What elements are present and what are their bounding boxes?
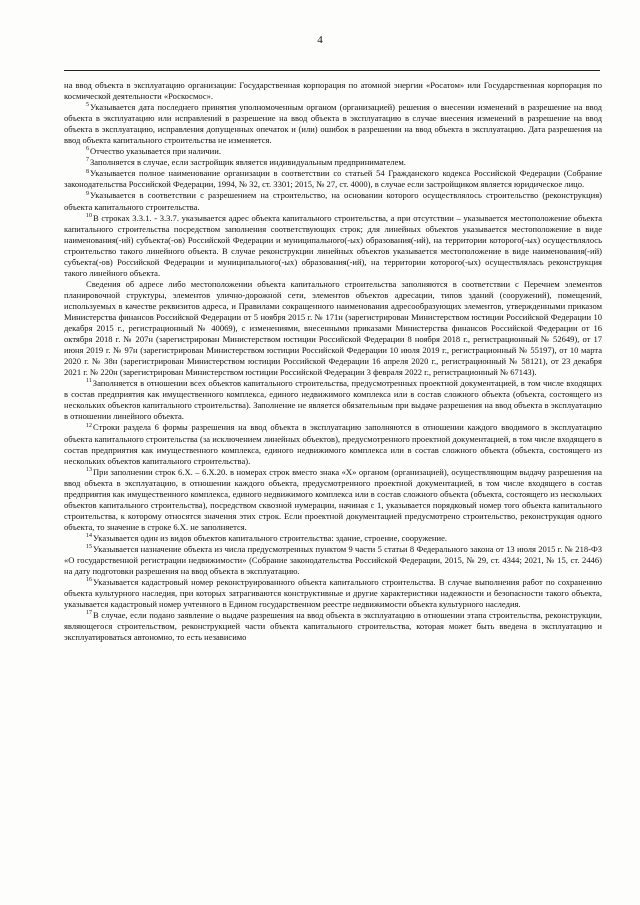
footnote-text: Указывается назначение объекта из числа предусмотренных пунктом 9 части 5 статьи 8 Федерального закона от 13 июля 2015 г. № 218-ФЗ «О государственной регистрации недвижимости» (Собрание законодательства Российской Федерации, 2015, № 29, ст. 4344; 2021, № 15, ст. 2446) на дату подготовки разрешения на ввод объекта в эксплуатацию. xyxy=(64,543,602,577)
footnote-text: Заполняется в случае, если застройщик является индивидуальным предпринимателем. xyxy=(90,157,406,168)
footnote-13 xyxy=(64,467,602,533)
footnote-marker: 15 xyxy=(86,544,92,551)
paragraph xyxy=(64,80,602,102)
footnote-text: Указывается дата последнего принятия уполномоченным органом (организацией) решения о внесении изменений в разрешение на ввод объекта в эксплуатацию или исправлений в разрешение на ввод объекта в эксплуатацию в случае внесения изменений в разрешение на ввод объекта в эксплуатацию, исправления допущенных опечаток и (или) ошибок в разрешении на ввод объекта в эксплуатацию. Дата разрешения на ввод объекта капитального строительства не изменяется. xyxy=(64,102,602,146)
footnote-marker: 10 xyxy=(86,212,92,219)
footnote-11 xyxy=(64,378,602,422)
footnote-8 xyxy=(64,168,602,190)
footnote-16 xyxy=(64,577,602,610)
footnote-text: Указывается кадастровый номер реконструированного объекта капитального строительства. В случае выполнения работ по сохранению объекта культурного наследия, при которых затрагиваются конструктивные и другие характеристики надежности и безопасности такого объекта, указывается кадастровый номер учтенного в Едином государственном реестре недвижимости объекта культурного наследия. xyxy=(64,577,602,610)
footnote-marker: 17 xyxy=(86,610,92,617)
footnote-marker: 8 xyxy=(86,168,89,175)
footnote-marker: 16 xyxy=(86,577,92,584)
footnote-text: В строках 3.3.1. - 3.3.7. указывается адрес объекта капитального строительства, а при отсутствии – указывается местоположение объекта капитального строительства посредством заполнения соответствующих строк; для линейных объектов указывается местоположение в виде наименования(-ий) субъекта(-ов) Российской Федерации и муниципального(-ых) образования(-ий), на территории которого(-ых) осуществлялось строительство такого линейного объекта. В случае реконструкции линейных объектов указывается местоположение в виде наименования(-ий) субъекта(-ов) Российской Федерации и муниципального(-ых) образования(-ий), на территории которого(-ых) осуществлялась реконструкция такого линейного объекта. xyxy=(64,212,602,278)
footnote-text: Строки раздела 6 формы разрешения на ввод объекта в эксплуатацию заполняются в отношении каждого вводимого в эксплуатацию объекта капитального строительства (за исключением линейных объектов), предусмотренного проектной документацией, в том числе входящего в состав предприятия как имущественного комплекса, единого недвижимого комплекса или в состав сложного объекта (объекта, состоящего из нескольких объектов капитального строительства). xyxy=(64,422,602,466)
footnote-text: на ввод объекта в эксплуатацию организации: Государственная корпорация по атомной энергии «Росатом» или Государственная корпорация по космической деятельности «Роскосмос». xyxy=(64,80,602,102)
footnote-text: Указывается полное наименование организации в соответствии со статьей 54 Гражданского кодекса Российской Федерации (Собрание законодательства Российской Федерации, 1994, № 32, ст. 3301; 2015, № 27, ст. 4000), в случае если застройщиком является юридическое лицо. xyxy=(64,168,602,190)
footnote-marker: 14 xyxy=(86,533,92,540)
page-number: 4 xyxy=(317,34,323,46)
footnotes-body xyxy=(64,80,602,643)
footnote-7 xyxy=(64,157,602,168)
footnote-text: Заполняется в отношении всех объектов капитального строительства, предусмотренных проектной документацией, в том числе входящих в состав предприятия как имущественного комплекса, единого недвижимого комплекса или в состав сложного объекта (объекта, состоящего из нескольких объектов капитального строительства). Заполнение не является обязательным при выдаче разрешения на ввод объекта в эксплуатацию в отношении линейного объекта. xyxy=(64,378,602,422)
footnote-marker: 6 xyxy=(86,146,89,153)
footnote-text: Указывается в соответствии с разрешением на строительство, на основании которого осуществлялось строительство (реконструкция) объекта капитального строительства. xyxy=(64,190,602,212)
footnote-14 xyxy=(64,533,602,544)
footnote-marker: 13 xyxy=(86,466,92,473)
footnote-5 xyxy=(64,102,602,146)
footnote-marker: 9 xyxy=(86,190,89,197)
footnote-separator xyxy=(64,70,600,71)
footnote-marker: 7 xyxy=(86,157,89,164)
paragraph xyxy=(64,279,602,378)
footnote-marker: 11 xyxy=(86,378,92,385)
footnote-9 xyxy=(64,190,602,212)
footnote-marker: 12 xyxy=(86,422,92,429)
footnote-15 xyxy=(64,544,602,577)
footnote-text: Указывается один из видов объектов капитального строительства: здание, строение, сооружение. xyxy=(93,532,447,543)
footnote-text: Отчество указывается при наличии. xyxy=(90,146,221,157)
footnote-text: В случае, если подано заявление о выдаче разрешения на ввод объекта в эксплуатацию в отношении этапа строительства, реконструкции, являющегося строительством, реконструкцией части объекта капитального строительства, которая может быть введена в эксплуатацию и эксплуатироваться автономно, то есть независимо xyxy=(64,610,602,643)
footnote-10 xyxy=(64,213,602,279)
footnote-text: При заполнении строк 6.Х. – 6.Х.20. в номерах строк вместо знака «Х» органом (организацией), осуществляющим выдачу разрешения на ввод объекта в эксплуатацию, в отношении каждого объекта, предусмотренного проектной документацией, в том числе входящего в состав предприятия как имущественного комплекса, единого недвижимого комплекса или в состав сложного объекта (объекта, состоящего из нескольких объектов капитального строительства), посредством сквозной нумерации, начиная с 1, указывается порядковый номер того объекта капитального строительства, к которому относятся значения этих строк. Если проектной документацией предусмотрено строительство, реконструкция одного объекта, то значение в строке 6.Х. не заполняется. xyxy=(64,466,602,532)
footnote-6 xyxy=(64,146,602,157)
footnote-marker: 5 xyxy=(86,102,89,109)
footnote-12 xyxy=(64,422,602,466)
footnote-17 xyxy=(64,610,602,643)
footnote-text: Сведения об адресе либо местоположении объекта капитального строительства заполняются в соответствии с Перечнем элементов планировочной структуры, элементов улично-дорожной сети, элементов объектов адресации, типов зданий (сооружений), помещений, используемых в качестве реквизитов адреса, и Правилами сокращенного наименования адресообразующих элементов, утвержденными приказом Министерства финансов Российской Федерации от 5 ноября 2015 г. № 171н (зарегистрирован Министерством юстиции Российской Федерации 10 декабря 2015 г., регистрационный № 40069), с изменениями, внесенными приказами Министерства финансов Российской Федерации от 16 октября 2018 г. № 207н (зарегистрирован Министерством юстиции Российской Федерации 8 ноября 2018 г., регистрационный № 52649), от 17 июня 2019 г. № 97н (зарегистрирован Министерством юстиции Российской Федерации 10 июля 2019 г., регистрационный № 55197), от 10 марта 2020 г. № 38н (зарегистрирован Министерством юстиции Российской Федерации 16 апреля 2020 г., регистрационный № 58121), от 23 декабря 2021 г. № 220н (зарегистрирован Министерством юстиции Российской Федерации 3 февраля 2022 г., регистрационный № 67143). xyxy=(64,278,602,378)
